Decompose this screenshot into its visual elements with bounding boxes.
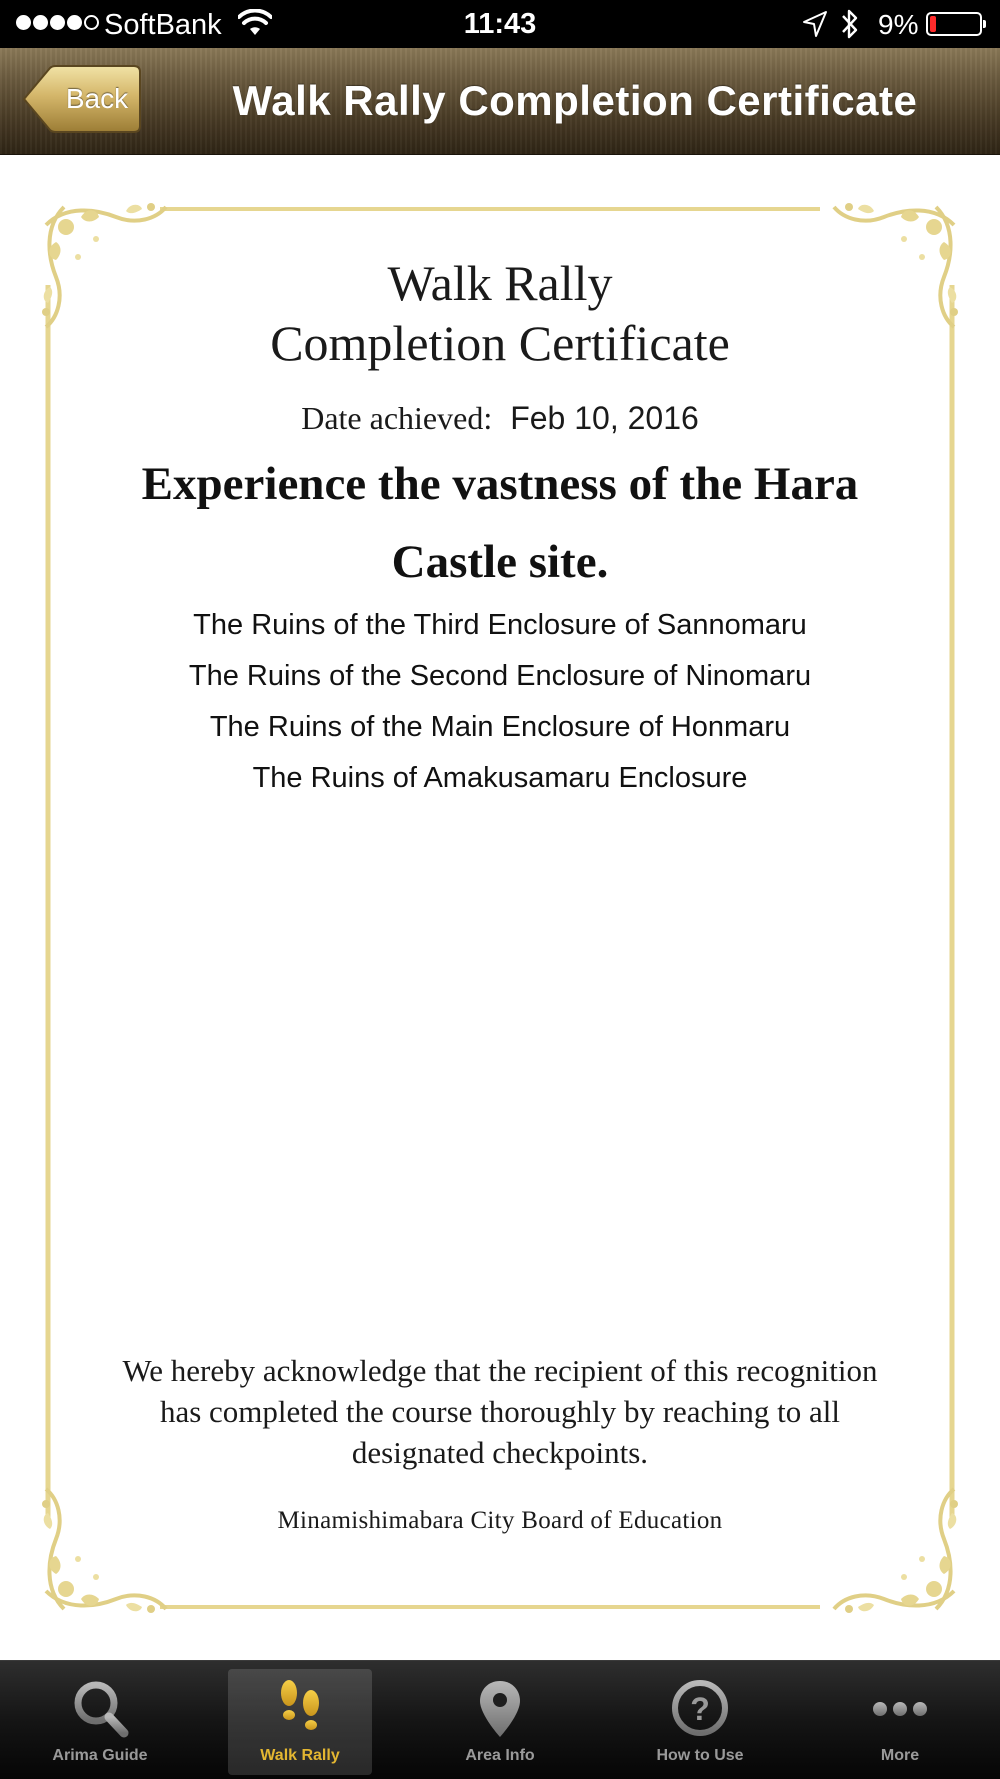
checkpoint-list (0, 600, 1000, 804)
battery-percent: 9% (878, 9, 919, 40)
carrier-name: SoftBank (104, 9, 222, 41)
status-time: 11:43 (463, 8, 537, 40)
tab-walk-rally[interactable] (200, 1661, 400, 1779)
svg-text:?: ? (690, 1691, 710, 1727)
back-button[interactable] (22, 64, 142, 134)
tab-label: More (880, 1747, 920, 1764)
tab-label: Area Info (465, 1747, 535, 1764)
tab-more[interactable] (800, 1661, 1000, 1779)
footprints-icon (270, 1677, 330, 1739)
search-icon (70, 1677, 130, 1739)
issuer-name: Minamishimabara City Board of Education (277, 1507, 723, 1534)
tab-arima-guide[interactable] (0, 1661, 200, 1779)
certificate-title (0, 253, 1000, 373)
status-bar (0, 0, 1000, 48)
tab-how-to-use[interactable] (600, 1661, 800, 1779)
certificate (0, 155, 1000, 1660)
map-pin-icon (470, 1677, 530, 1739)
date-value: Feb 10, 2016 (510, 400, 699, 436)
checkpoint-item: The Ruins of the Main Enclosure of Honmaru (209, 711, 791, 743)
date-achieved (0, 398, 1000, 438)
tab-label: How to Use (656, 1747, 744, 1764)
navigation-bar (0, 48, 1000, 155)
certificate-title-line2: Completion Certificate (270, 315, 730, 371)
tab-label: Walk Rally (260, 1747, 340, 1764)
back-button-label: Back (65, 83, 129, 114)
help-icon (670, 1677, 730, 1739)
date-label: Date achieved: (301, 400, 493, 436)
checkpoint-item: The Ruins of the Second Enclosure of Ninomaru (188, 660, 812, 692)
more-icon (870, 1677, 930, 1739)
location-arrow-icon (802, 10, 828, 38)
checkpoint-item: The Ruins of Amakusamaru Enclosure (252, 762, 748, 794)
tab-bar (0, 1660, 1000, 1779)
certificate-title-line1: Walk Rally (387, 255, 613, 311)
tab-label: Arima Guide (52, 1747, 148, 1764)
battery-icon (926, 12, 982, 36)
acknowledgement-text: We hereby acknowledge that the recipient of this recognition has completed the course thoroughly by reaching to all designated checkpoints. (122, 1353, 878, 1470)
checkpoint-item: The Ruins of the Third Enclosure of Sannomaru (193, 609, 807, 641)
course-name: Experience the vastness of the Hara Castle site. (141, 458, 859, 588)
page-title: Walk Rally Completion Certificate (232, 77, 918, 124)
bluetooth-icon (838, 6, 862, 42)
tab-area-info[interactable] (400, 1661, 600, 1779)
